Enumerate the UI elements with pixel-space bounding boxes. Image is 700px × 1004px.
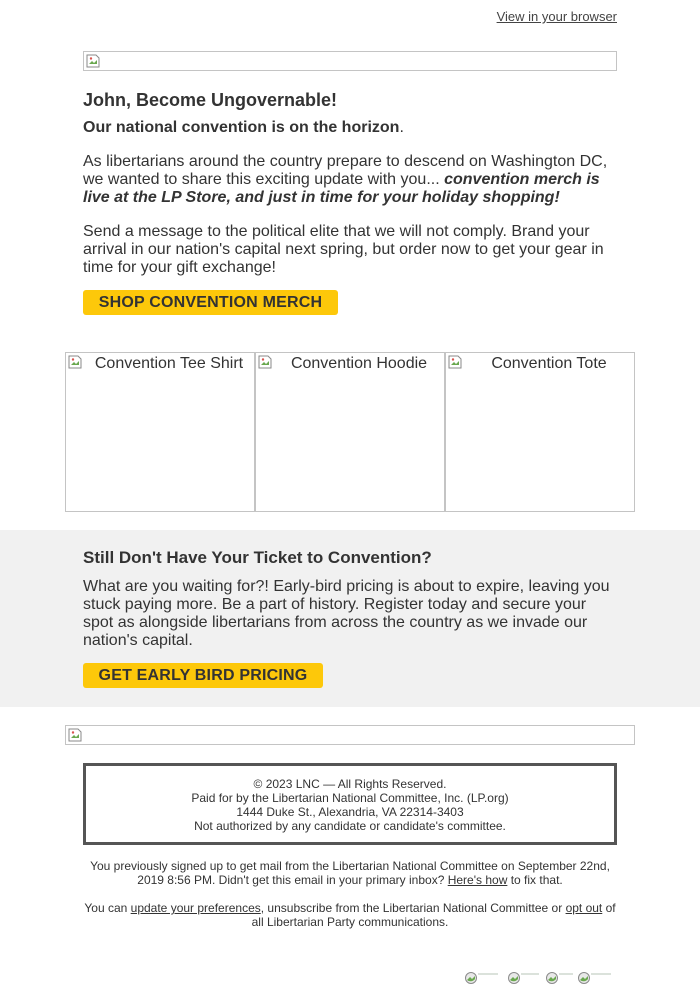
ticket-paragraph: What are you waiting for?! Early-bird pricing is about to expire, leaving you stuck paying more. Be a part of history. Register today and secure your spot as alongside libertarians from across the country as we invade our nation's capital. <box>83 578 610 649</box>
product-tee-shirt[interactable] <box>65 352 255 512</box>
greeting-heading: John, Become Ungovernable! <box>83 90 338 110</box>
broken-image-icon <box>577 968 613 986</box>
legal-disclaimer-box <box>83 763 617 845</box>
copyright-text: © 2023 LNC — All Rights Reserved. <box>253 777 447 791</box>
product-alt-text: Convention Hoodie <box>290 355 428 372</box>
get-early-bird-pricing-button[interactable]: GET EARLY BIRD PRICING <box>83 663 323 688</box>
product-alt-text: Convention Tee Shirt <box>94 355 244 372</box>
header-banner-image <box>83 51 617 71</box>
authorization-disclaimer: Not authorized by any candidate or candidate's committee. <box>194 819 506 833</box>
paid-for-text: Paid for by the Libertarian National Committee, Inc. (LP.org) <box>191 791 509 805</box>
social-icon-twitter[interactable] <box>507 968 543 986</box>
broken-image-icon <box>68 728 82 742</box>
intro-subheading: Our national convention is on the horizon <box>83 119 400 136</box>
heres-how-link[interactable]: Here's how <box>447 873 508 887</box>
address-text: 1444 Duke St., Alexandria, VA 22314-3403 <box>236 805 464 819</box>
preferences-info: You can update your preferences, unsubscribe from the Libertarian National Committee or opt out of all Libertarian Party communications. <box>84 901 616 929</box>
broken-image-icon <box>545 968 581 986</box>
broken-image-icon <box>507 968 543 986</box>
merch-announcement: convention merch is live at the LP Store, and just in time for your holiday shopping! <box>83 171 600 206</box>
broken-image-icon <box>464 968 500 986</box>
product-tote[interactable] <box>445 352 635 512</box>
footer-banner-image <box>65 725 635 745</box>
product-alt-text: Convention Tote <box>491 355 607 372</box>
product-hoodie[interactable] <box>255 352 445 512</box>
social-icon-instagram[interactable] <box>545 968 581 986</box>
intro-paragraph: As libertarians around the country prepare to descend on Washington DC, we wanted to share this exciting update with you... convention merch is live at the LP Store, and just in time for your holiday shopping! <box>83 153 608 206</box>
signup-info: You previously signed up to get mail from the Libertarian National Committee on September 22nd, 2019 8:56 PM. Didn't get this email in your primary inbox? Here's how to fix that. <box>90 859 610 887</box>
broken-image-icon <box>86 54 100 68</box>
ticket-heading: Still Don't Have Your Ticket to Convention? <box>83 548 432 567</box>
shop-convention-merch-button[interactable]: SHOP CONVENTION MERCH <box>83 290 338 315</box>
social-icon-facebook[interactable] <box>464 968 500 986</box>
view-in-browser-link[interactable]: View in your browser <box>496 9 617 24</box>
update-preferences-link[interactable]: update your preferences <box>130 901 261 915</box>
opt-out-link[interactable]: opt out <box>565 901 603 915</box>
call-to-action-paragraph: Send a message to the political elite that we will not comply. Brand your arrival in our nation's capital next spring, but order now to get your gear in time for your gift exchange! <box>83 223 604 276</box>
social-icon-youtube[interactable] <box>577 968 613 986</box>
